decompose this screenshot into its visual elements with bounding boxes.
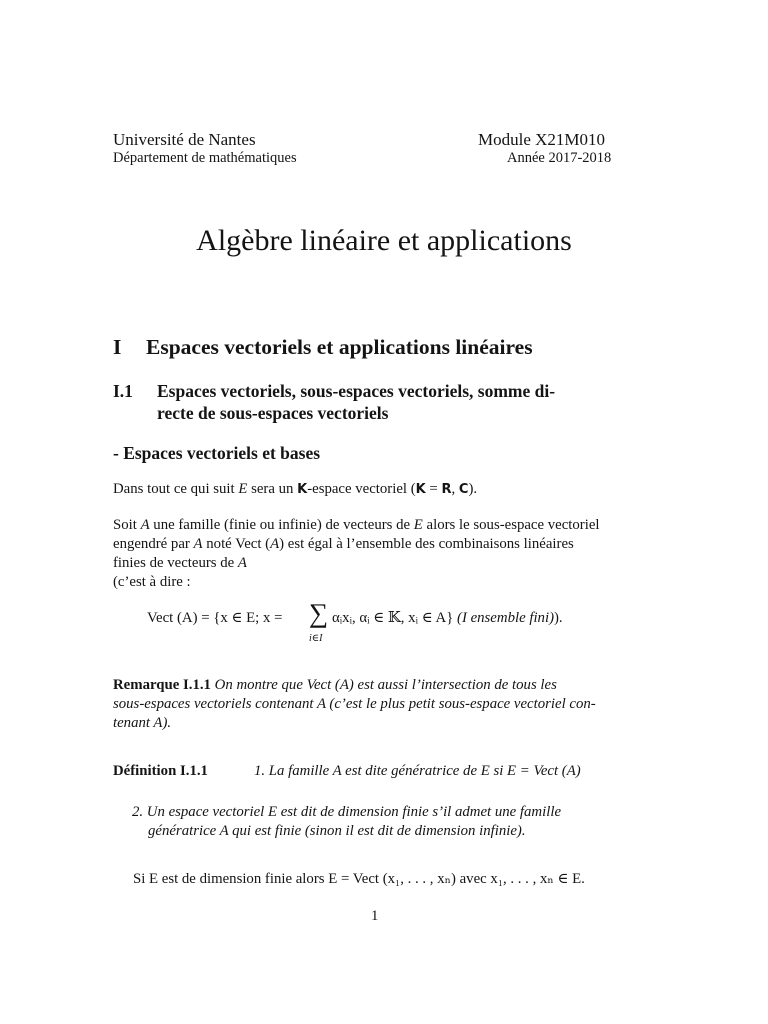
remark-block: Remarque I.1.1 On montre que Vect (A) est aussi l’intersection de tous les sous-espaces vectoriels contenant A (c’est le plus petit sous-espace vectoriel con- tenant A).	[113, 677, 596, 731]
paragraph-span-definition: Soit A une famille (finie ou infinie) de vecteurs de E alors le sous-espace vectoriel engendré par A noté Vect (A) est égal à l’ensemble des combinaisons linéaires finies de vecteurs de A (c’est à dire :	[113, 517, 600, 590]
sum-index: i∈I	[309, 633, 323, 644]
page-number: 1	[371, 908, 379, 924]
module-code: Module X21M010	[478, 130, 606, 149]
section-number: I	[113, 335, 122, 359]
definition-item-2: 2. Un espace vectoriel E est dit de dimension finie s’il admet une famille génératrice A qui est finie (sinon il est dit de dimension infinie).	[132, 804, 562, 839]
university-name: Université de Nantes	[113, 130, 256, 149]
subsection-number: I.1	[113, 381, 133, 401]
remark-label: Remarque I.1.1	[113, 677, 211, 693]
definition-label: Définition I.1.1	[113, 763, 208, 779]
academic-year: Année 2017-2018	[507, 150, 612, 166]
finite-dimension-statement: Si E est de dimension finie alors E = Vect (x₁, . . . , xₙ) avec x₁, . . . , xₙ ∈ E.	[133, 871, 585, 887]
subsection-title-line2: recte de sous-espaces vectoriels	[157, 403, 389, 423]
subsection-title-line1: Espaces vectoriels, sous-espaces vectoriels, somme di-	[157, 381, 556, 401]
definition-item-1: 1. La famille A est dite génératrice de E si E = Vect (A)	[254, 763, 581, 779]
formula-rhs: αᵢxᵢ, αᵢ ∈ 𝕂, xᵢ ∈ A} (I ensemble fini)).	[332, 610, 563, 626]
department-name: Département de mathématiques	[113, 150, 297, 166]
paragraph-field-definition: Dans tout ce qui suit E sera un K-espace vectoriel (K = R, C).	[113, 481, 478, 497]
subheading: - Espaces vectoriels et bases	[113, 443, 321, 463]
sum-symbol: ∑	[309, 598, 329, 628]
document-title: Algèbre linéaire et applications	[196, 224, 572, 257]
formula-lhs: Vect (A) = {x ∈ E; x =	[147, 610, 283, 626]
section-title: Espaces vectoriels et applications linéaires	[146, 335, 533, 359]
